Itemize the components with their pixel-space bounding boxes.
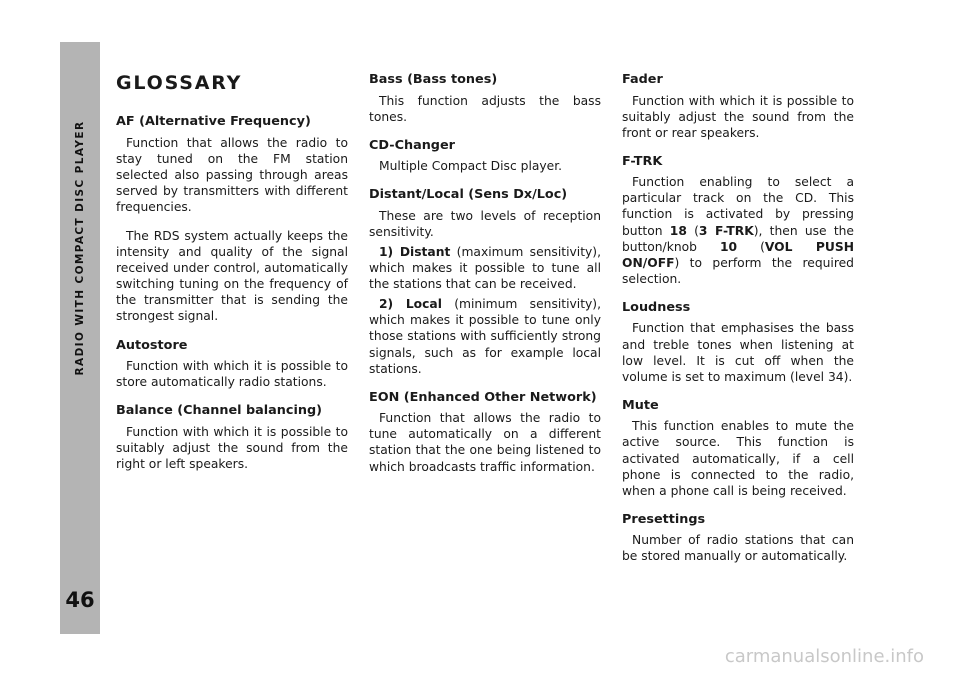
local-text: (minimum sensitivity), which makes it possible to tune only those stations with sufficiently strong signals, such as for example local stations. (369, 297, 602, 376)
distant-text: (maximum sensitivity), which makes it possible to tune all the stations that can be received. (369, 244, 601, 292)
definition-distant-item-2 (369, 296, 601, 376)
page-number: 46 (65, 588, 95, 612)
term-eon: EON (Enhanced Other Network) (369, 389, 597, 405)
definition-presettings: Number of radio stations that can be stored manually or automatically. (622, 533, 854, 564)
term-presettings: Presettings (622, 511, 706, 527)
distant-label: 1) Distant (379, 244, 451, 259)
term-loudness: Loudness (622, 299, 691, 315)
watermark: carmanualsonline.info (724, 646, 924, 667)
term-balance: Balance (Channel balancing) (116, 403, 322, 419)
definition-distant-local: These are two levels of reception sensitivity. (369, 208, 601, 239)
definition-f-trk (622, 174, 854, 287)
ftrk-text-e: ) to perform the required selection. (622, 255, 854, 286)
page-title: GLOSSARY (116, 72, 243, 94)
definition-autostore: Function with which it is possible to store automatically radio stations. (116, 359, 348, 390)
term-autostore: Autostore (116, 337, 188, 353)
column-3 (622, 72, 854, 577)
definition-bass: This function adjusts the bass tones. (369, 93, 601, 124)
button-3-ftrk-ref: 3 F-TRK (698, 223, 754, 238)
definition-fader: Function with which it is possible to suitably adjust the sound from the front or rear speakers. (622, 93, 854, 140)
button-18-ref: 18 (669, 223, 687, 238)
term-distant-local: Distant/Local (Sens Dx/Loc) (369, 187, 568, 203)
column-1 (116, 72, 348, 485)
definition-balance: Function with which it is possible to suitably adjust the sound from the right or left speakers. (116, 424, 348, 471)
term-cd-changer: CD-Changer (369, 137, 455, 153)
section-title-vertical: RADIO WITH COMPACT DISC PLAYER (74, 120, 86, 376)
definition-af-2: The RDS system actually keeps the intensity and quality of the signal received under control, automatically switching tuning on the frequency of the transmitter that is sending the strongest signal. (116, 228, 348, 324)
ftrk-text-c: ), then use the button/knob (622, 223, 854, 254)
definition-loudness: Function that emphasises the bass and treble tones when listening at low level. It is cut off when the volume is set to maximum (level 34). (622, 321, 854, 384)
local-label: 2) Local (379, 297, 442, 312)
term-af: AF (Alternative Frequency) (116, 114, 311, 129)
definition-eon: Function that allows the radio to tune automatically on a different station that the one being listened to which broadcasts traffic information. (369, 411, 601, 474)
definition-af-1: Function that allows the radio to stay tuned on the FM station selected also passing through areas served by transmitters with different frequencies. (116, 135, 348, 214)
ftrk-text-b: ( (686, 223, 699, 238)
ftrk-text-d: ( (737, 239, 765, 254)
ftrk-text-a: Function enabling to select a particular track on the CD. This function is activated by pressing button (622, 175, 854, 238)
term-bass: Bass (Bass tones) (369, 72, 498, 87)
term-fader: Fader (622, 72, 663, 87)
definition-cd-changer: Multiple Compact Disc player. (379, 159, 563, 174)
term-f-trk: F-TRK (622, 153, 663, 169)
term-mute: Mute (622, 397, 659, 413)
column-2 (369, 72, 601, 488)
definition-mute: This function enables to mute the active source. This function is activated automatically, if a cell phone is connected to the radio, when a phone call is being received. (622, 419, 854, 498)
knob-10-ref: 10 (719, 239, 738, 254)
vol-push-ref: VOL PUSH ON/OFF (622, 239, 854, 270)
definition-distant-item-1 (369, 244, 601, 292)
